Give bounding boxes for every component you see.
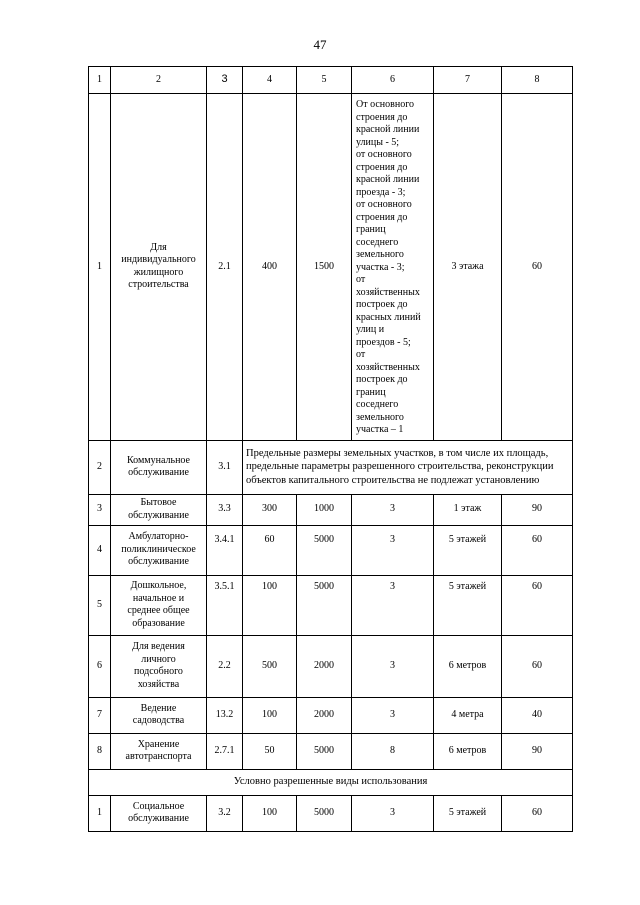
classifier-code: 13.2 [207,697,243,733]
header-cell: 4 [243,67,297,94]
coverage-percent: 40 [502,697,573,733]
coverage-percent: 60 [502,575,573,635]
coverage-percent: 90 [502,494,573,525]
header-cell: 3 [207,67,243,94]
max-area: 5000 [297,575,352,635]
max-area: 5000 [297,525,352,575]
coverage-percent: 90 [502,733,573,769]
max-area: 1500 [297,94,352,441]
max-floors: 4 метра [434,697,502,733]
classifier-code: 3.5.1 [207,575,243,635]
row-number: 2 [89,440,111,494]
max-area: 2000 [297,635,352,697]
table-row [89,635,573,697]
setback-value: 3 [352,494,434,525]
header-cell: 8 [502,67,573,94]
section-header-row [89,769,573,795]
max-floors: 3 этажа [434,94,502,441]
min-area: 300 [243,494,297,525]
table-row [89,575,573,635]
table-row [89,795,573,831]
row-number: 3 [89,494,111,525]
header-cell: 6 [352,67,434,94]
min-area: 100 [243,795,297,831]
classifier-code: 3.4.1 [207,525,243,575]
land-use-parameters-table [88,66,573,832]
setback-value: 3 [352,525,434,575]
min-area: 50 [243,733,297,769]
coverage-percent: 60 [502,635,573,697]
header-cell: 2 [111,67,207,94]
land-use-name: Бытовое обслуживание [111,494,207,525]
max-floors: 1 этаж [434,494,502,525]
max-area: 1000 [297,494,352,525]
header-cell: 7 [434,67,502,94]
header-cell: 1 [89,67,111,94]
page-number: 47 [313,37,327,52]
classifier-code: 3.1 [207,440,243,494]
section-title: Условно разрешенные виды использования [89,769,573,795]
coverage-percent: 60 [502,525,573,575]
min-area: 100 [243,697,297,733]
column-number-row [89,67,573,94]
max-floors: 6 метров [434,635,502,697]
land-use-name: Амбулаторно- поликлиническое обслуживание [111,525,207,575]
setback-value: 3 [352,697,434,733]
row-number: 1 [89,94,111,441]
not-established-note: Предельные размеры земельных участков, в том числе их площадь, предельные параметры разрешенного строительства, реконструкции объектов капитального строительства не подлежат установлению [243,440,573,494]
max-area: 5000 [297,795,352,831]
land-use-name: Для ведения личного подсобного хозяйства [111,635,207,697]
row-number: 7 [89,697,111,733]
table-row [89,525,573,575]
table-row [89,440,573,494]
row-number: 1 [89,795,111,831]
land-use-name: Коммунальное обслуживание [111,440,207,494]
coverage-percent: 60 [502,795,573,831]
table-row [89,494,573,525]
setback-value: 3 [352,635,434,697]
row-number: 4 [89,525,111,575]
min-area: 100 [243,575,297,635]
setback-value: 8 [352,733,434,769]
max-floors: 5 этажей [434,575,502,635]
classifier-code: 2.2 [207,635,243,697]
classifier-code: 2.7.1 [207,733,243,769]
max-area: 2000 [297,697,352,733]
coverage-percent: 60 [502,94,573,441]
setback-value: 3 [352,795,434,831]
classifier-code: 3.2 [207,795,243,831]
max-area: 5000 [297,733,352,769]
setback-text: От основного строения до красной линии улицы - 5; от основного строения до красной линии проезда - 3; от основного строения до границ соседнего земельного участка - 3; от хозяйственных построек до красных линий улиц и проездов - 5; от хозяйственных построек до границ соседнего земельного участка – 1 [352,94,434,441]
setback-value: 3 [352,575,434,635]
max-floors: 5 этажей [434,795,502,831]
min-area: 60 [243,525,297,575]
land-use-name: Хранение автотранспорта [111,733,207,769]
min-area: 400 [243,94,297,441]
table-row [89,94,573,441]
classifier-code: 3.3 [207,494,243,525]
min-area: 500 [243,635,297,697]
row-number: 5 [89,575,111,635]
header-cell: 5 [297,67,352,94]
land-use-name: Ведение садоводства [111,697,207,733]
max-floors: 6 метров [434,733,502,769]
row-number: 6 [89,635,111,697]
max-floors: 5 этажей [434,525,502,575]
classifier-code: 2.1 [207,94,243,441]
table-row [89,697,573,733]
table-row [89,733,573,769]
row-number: 8 [89,733,111,769]
land-use-name: Для индивидуального жилищного строительства [111,94,207,441]
land-use-name: Дошкольное, начальное и среднее общее образование [111,575,207,635]
land-use-name: Социальное обслуживание [111,795,207,831]
